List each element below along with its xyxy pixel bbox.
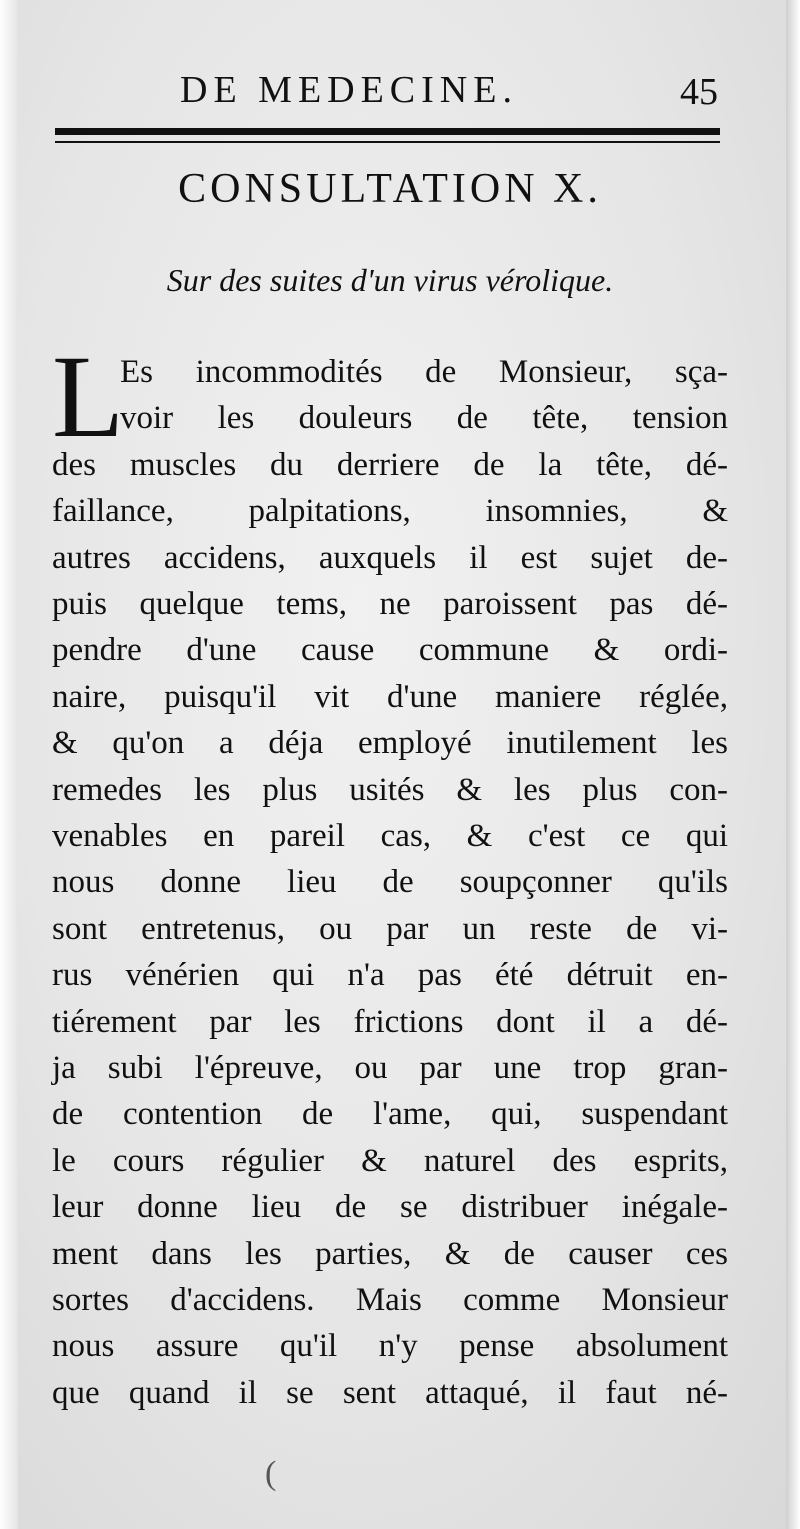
header-rule-thick <box>55 128 720 135</box>
body-line: que quand il se sent attaqué, il faut né- <box>52 1374 728 1411</box>
drop-cap: L <box>52 331 125 462</box>
body-line: ment dans les parties, & de causer ces <box>52 1235 728 1272</box>
body-line: puis quelque tems, ne paroissent pas dé- <box>52 586 728 622</box>
running-head: DE MEDECINE. <box>180 69 518 111</box>
body-line: le cours régulier & naturel des esprits, <box>52 1142 728 1179</box>
body-line: ja subi l'épreuve, ou par une trop gran- <box>52 1050 728 1086</box>
body-line: faillance, palpitations, insomnies, & <box>52 493 728 530</box>
body-line: remedes les plus usités & les plus con- <box>52 771 728 808</box>
body-line: venables en pareil cas, & c'est ce qui <box>52 818 728 854</box>
body-line: de contention de l'ame, qui, suspendant <box>52 1096 728 1133</box>
page-left-edge <box>0 0 18 1529</box>
body-line: rus vénérien qui n'a pas été détruit en- <box>52 957 728 994</box>
body-line: Es incommodités de Monsieur, sça- <box>120 354 728 390</box>
body-line: autres accidens, auxquels il est sujet de- <box>52 539 728 576</box>
body-line: sortes d'accidens. Mais comme Monsieur <box>52 1282 728 1318</box>
body-line: naire, puisqu'il vit d'une maniere réglée, <box>52 678 728 715</box>
stray-mark: ( <box>265 1455 277 1492</box>
body-line: tiérement par les frictions dont il a dé- <box>52 1003 728 1040</box>
body-line: nous donne lieu de soupçonner qu'ils <box>52 864 728 901</box>
body-line: voir les douleurs de tête, tension <box>120 400 728 437</box>
page-number: 45 <box>680 71 718 113</box>
body-line: des muscles du derriere de la tête, dé- <box>52 446 728 483</box>
chapter-title: CONSULTATION X. <box>178 166 602 212</box>
chapter-subtitle: Sur des suites d'un virus vérolique. <box>166 262 614 298</box>
body-line: nous assure qu'il n'y pense absolument <box>52 1328 728 1365</box>
header-rule-thin <box>55 141 720 143</box>
body-line: sont entretenus, ou par un reste de vi- <box>52 910 728 947</box>
body-line: leur donne lieu de se distribuer inégale- <box>52 1189 728 1226</box>
page-right-edge <box>786 0 800 1529</box>
body-line: & qu'on a déja employé inutilement les <box>52 725 728 762</box>
body-line: pendre d'une cause commune & ordi- <box>52 632 728 669</box>
